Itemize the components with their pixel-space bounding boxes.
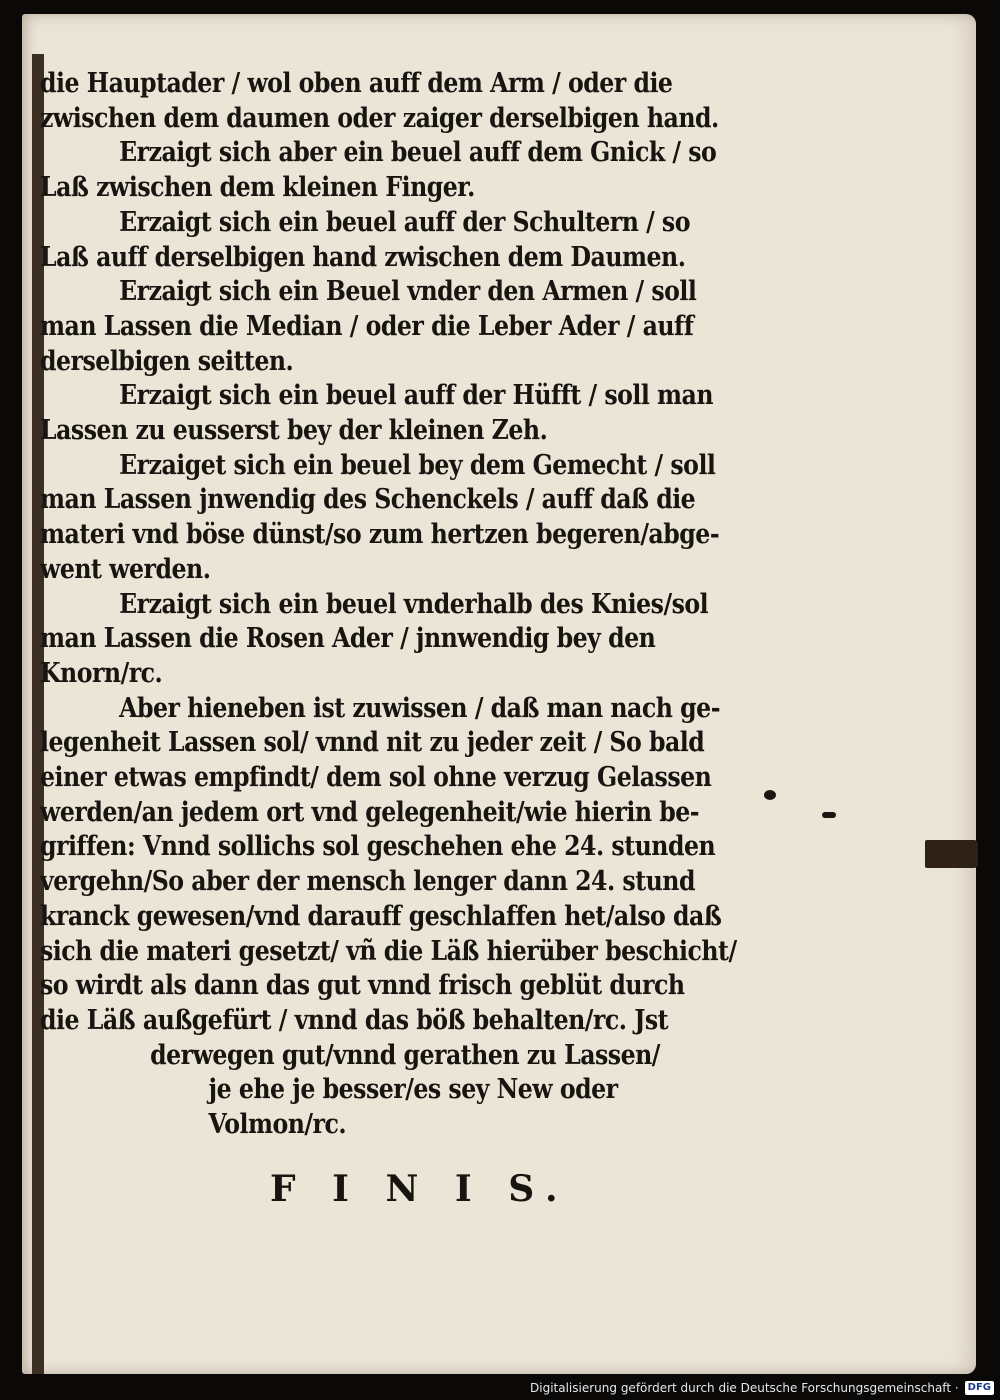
ink-mark [822,812,836,818]
page-body-text [40,66,737,1142]
funding-credit: Digitalisierung gefördert durch die Deutsche Forschungsgemeinschaft · [530,1381,959,1395]
finis-heading: F I N I S. [270,1168,570,1210]
bookmark-tab [925,840,978,868]
text-line: zwischen dem daumen oder zaiger derselbigen hand. [40,101,719,134]
text-line: man Lassen jnwendig des Schenckels / auff daß die [40,483,696,516]
text-line: derselbigen seitten. [40,344,294,377]
text-line: Erzaigt sich ein beuel vnderhalb des Knies/sol [119,587,709,620]
text-line: Knorn/rc. [40,656,163,689]
dfg-logo: DFG [965,1381,994,1395]
ink-mark [764,790,776,800]
text-line: Erzaigt sich ein beuel auff der Schultern / so [119,205,690,238]
text-line: die Hauptader / wol oben auff dem Arm / oder die [40,67,673,99]
text-line: legenheit Lassen sol/ vnnd nit zu jeder zeit / So bald [40,726,705,759]
text-line: man Lassen die Rosen Ader / jnnwendig bey den [40,622,656,655]
text-line: kranck gewesen/vnd darauff geschlaffen het/also daß [40,899,722,932]
text-line: materi vnd böse dünst/so zum hertzen begeren/abge- [40,518,720,551]
text-line: Laß auff derselbigen hand zwischen dem Daumen. [40,240,686,273]
text-line: sich die materi gesetzt/ vñ die Läß hierüber beschicht/ [40,934,737,967]
text-line: werden/an jedem ort vnd gelegenheit/wie hierin be- [40,795,700,828]
text-line: man Lassen die Median / oder die Leber Ader / auff [40,309,694,342]
text-line: einer etwas empfindt/ dem sol ohne verzug Gelassen [40,761,712,794]
text-line: went werden. [40,552,211,585]
text-line: die Läß außgefürt / vnnd das böß behalten/rc. Jst [40,1003,669,1036]
text-line: so wirdt als dann das gut vnnd frisch geblüt durch [40,969,685,1002]
text-line: Aber hieneben ist zuwissen / daß man nach ge- [119,691,721,724]
text-line: je ehe je besser/es sey New oder [208,1073,618,1106]
text-line: Volmon/rc. [208,1108,347,1141]
text-line: griffen: Vnnd sollichs sol geschehen ehe 24. stunden [40,830,716,863]
text-line: Erzaigt sich ein beuel auff der Hüfft / soll man [119,379,714,412]
text-line: Erzaigt sich aber ein beuel auff dem Gnick / so [119,136,717,169]
text-line: Lassen zu eusserst bey der kleinen Zeh. [40,414,548,447]
text-line: vergehn/So aber der mensch lenger dann 24. stund [40,865,695,898]
text-line: Laß zwischen dem kleinen Finger. [40,171,475,204]
text-line: Erzaigt sich ein Beuel vnder den Armen / soll [119,275,697,308]
text-line: Erzaiget sich ein beuel bey dem Gemecht / soll [119,448,716,481]
digitization-footer [530,1379,994,1397]
text-line: derwegen gut/vnnd gerathen zu Lassen/ [150,1038,660,1071]
